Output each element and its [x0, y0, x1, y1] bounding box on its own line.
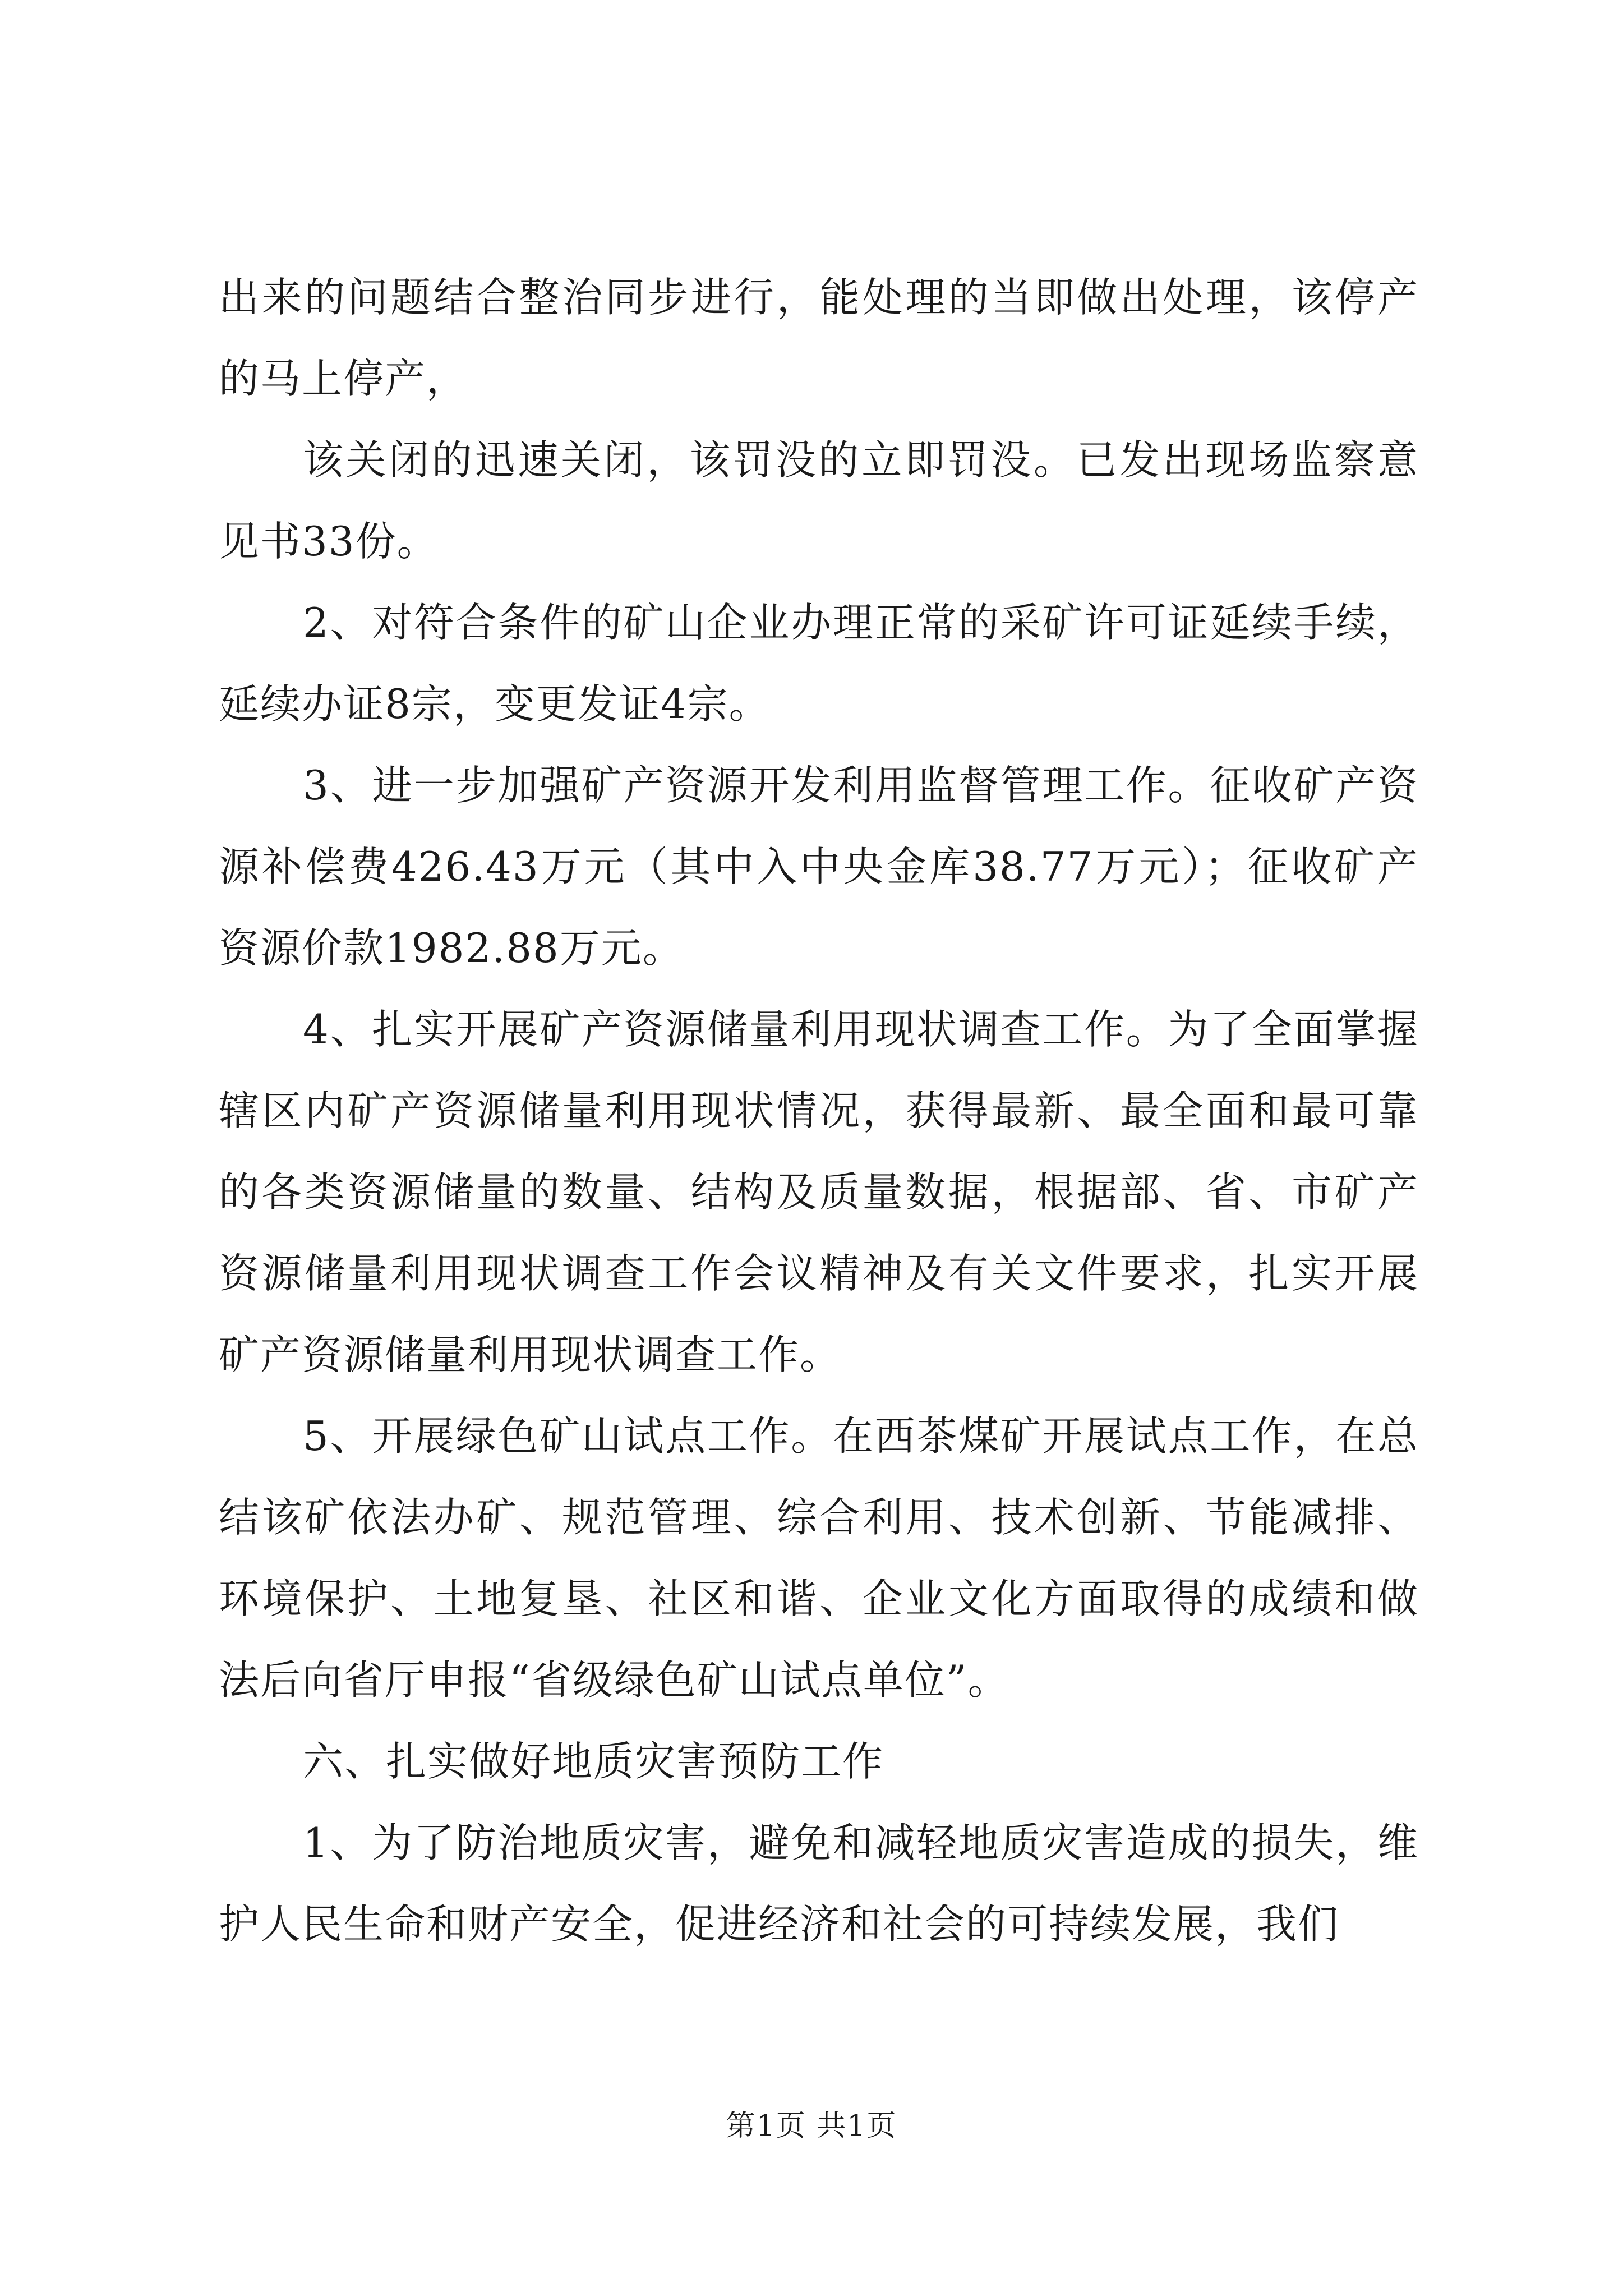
paragraph-5: 4、扎实开展矿产资源储量利用现状调查工作。为了全面掌握辖区内矿产资源储量利用现状情况，获得最新、最全面和最可靠的各类资源储量的数量、结构及质量数据，根据部、省、市矿产资源储量利用现状调查工作会议精神及有关文件要求，扎实开展矿产资源储量利用现状调查工作。	[219, 1006, 1419, 1378]
document-body	[219, 257, 1419, 1965]
paragraph-4: 3、进一步加强矿产资源开发利用监督管理工作。征收矿产资源补偿费426.43万元（其中入中央金库38.77万元）；征收矿产资源价款1982.88万元。	[219, 762, 1419, 972]
paragraph-3: 2、对符合条件的矿山企业办理正常的采矿许可证延续手续，延续办证8宗，变更发证4宗。	[219, 599, 1419, 728]
page-footer: 第1页 共1页	[726, 2109, 897, 2143]
paragraph-2: 该关闭的迅速关闭，该罚没的立即罚没。已发出现场监察意见书33份。	[219, 436, 1419, 565]
section-heading-6: 六、扎实做好地质灾害预防工作	[303, 1738, 884, 1785]
paragraph-6: 5、开展绿色矿山试点工作。在西茶煤矿开展试点工作，在总结该矿依法办矿、规范管理、综合利用、技术创新、节能减排、环境保护、土地复垦、社区和谐、企业文化方面取得的成绩和做法后向省厅申报“省级绿色矿山试点单位”。	[219, 1412, 1419, 1704]
paragraph-7: 1、为了防治地质灾害，避免和减轻地质灾害造成的损失，维护人民生命和财产安全，促进经济和社会的可持续发展，我们	[219, 1819, 1419, 1948]
paragraph-1: 出来的问题结合整治同步进行，能处理的当即做出处理，该停产的马上停产，	[219, 274, 1419, 402]
